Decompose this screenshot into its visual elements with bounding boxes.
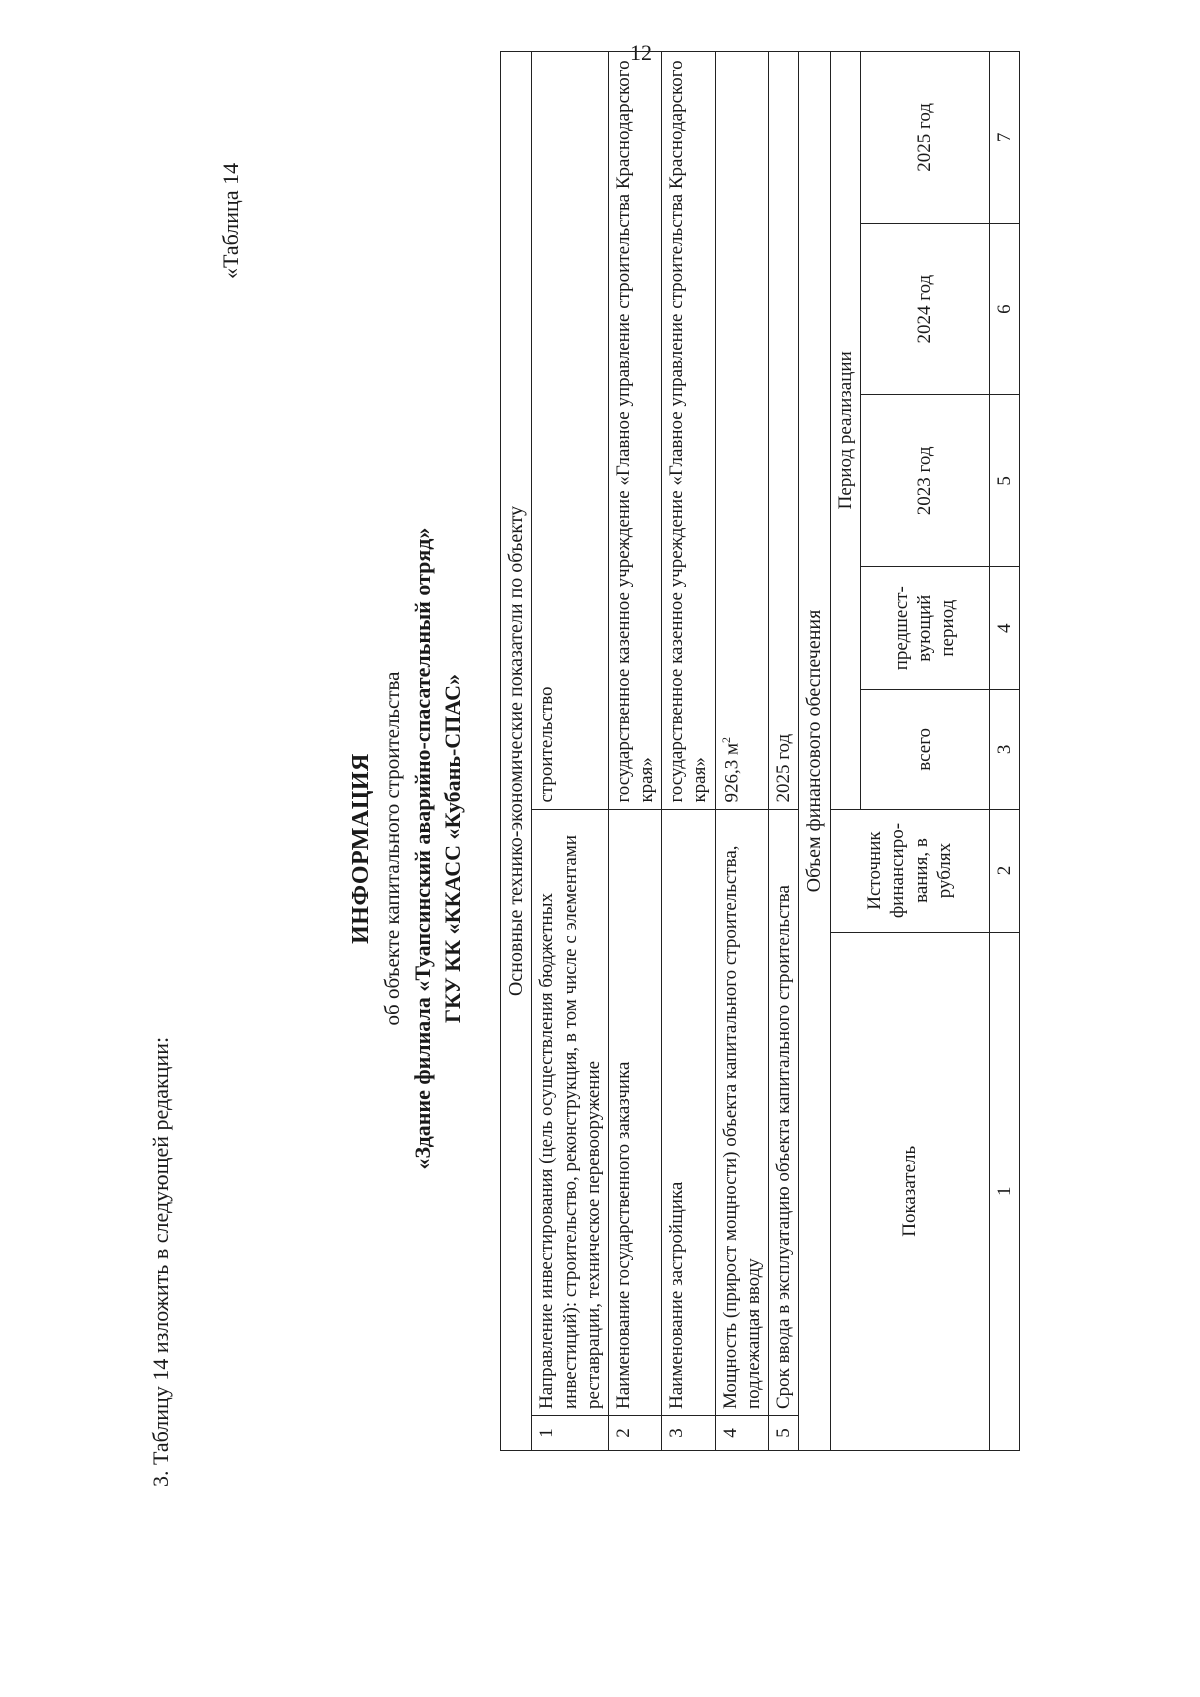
table-row	[662, 52, 715, 1451]
column-number: 1	[989, 932, 1019, 1450]
year-2025-header: 2025 год	[860, 52, 989, 224]
table-row	[608, 52, 661, 1451]
column-number: 2	[989, 809, 1019, 932]
source-header: Источник финансиро-вания, в рублях	[830, 809, 989, 932]
unit-exponent: 2	[718, 737, 733, 744]
column-number: 4	[989, 567, 1019, 690]
row-label: Наименование застройщика	[662, 809, 715, 1415]
section-header-financing: Объем финансового обеспечения	[799, 52, 830, 1451]
table-row	[768, 52, 798, 1451]
capacity-value: 926,3 м	[720, 743, 742, 803]
row-number: 5	[768, 1416, 798, 1451]
section-header-indicators: Основные технико-экономические показатели по объекту	[501, 52, 532, 1451]
column-number: 6	[989, 223, 1019, 395]
organization-name: ГКУ КК «ККАСС «Кубань-СПАС»	[440, 674, 465, 1023]
info-table	[500, 51, 1020, 1451]
row-label: Наименование государственного заказчика	[608, 809, 661, 1415]
table-row	[532, 52, 609, 1451]
previous-period-header: предшест-вующий период	[860, 567, 989, 690]
year-2024-header: 2024 год	[860, 223, 989, 395]
column-number: 7	[989, 52, 1019, 224]
row-label: Срок ввода в эксплуатацию объекта капитального строительства	[768, 809, 798, 1415]
document-title: ИНФОРМАЦИЯ	[348, 753, 374, 944]
year-2023-header: 2023 год	[860, 395, 989, 567]
row-value: строительство	[532, 52, 609, 810]
column-numbers-row	[989, 52, 1019, 1451]
total-header: всего	[860, 690, 989, 809]
row-number: 4	[715, 1416, 768, 1451]
row-number: 3	[662, 1416, 715, 1451]
intro-text: 3. Таблицу 14 изложить в следующей редакции:	[148, 1036, 173, 1487]
row-value: государственное казенное учреждение «Главное управление строительства Краснодарского края»	[662, 52, 715, 810]
column-number: 5	[989, 395, 1019, 567]
row-value: 2025 год	[768, 52, 798, 810]
row-value: государственное казенное учреждение «Главное управление строительства Краснодарского края»	[608, 52, 661, 810]
table-label: «Таблица 14	[218, 162, 243, 279]
row-number: 1	[532, 1416, 609, 1451]
row-number: 2	[608, 1416, 661, 1451]
object-name: «Здание филиала «Туапсинский аварийно-спасательный отряд»	[410, 527, 435, 1170]
row-label: Направление инвестирования (цель осуществления бюджетных инвестиций): строительство, реконструкция, в том числе с элементами реставрации, техническое перевооружение	[532, 809, 609, 1415]
row-value	[715, 52, 768, 810]
page-number: 12	[630, 40, 652, 65]
indicator-header: Показатель	[830, 932, 989, 1450]
period-header: Период реализации	[830, 52, 860, 810]
row-label: Мощность (прирост мощности) объекта капитального строительства, подлежащая вводу	[715, 809, 768, 1415]
document-subtitle: об объекте капитального строительства	[380, 671, 404, 1026]
column-number: 3	[989, 690, 1019, 809]
table-row	[715, 52, 768, 1451]
